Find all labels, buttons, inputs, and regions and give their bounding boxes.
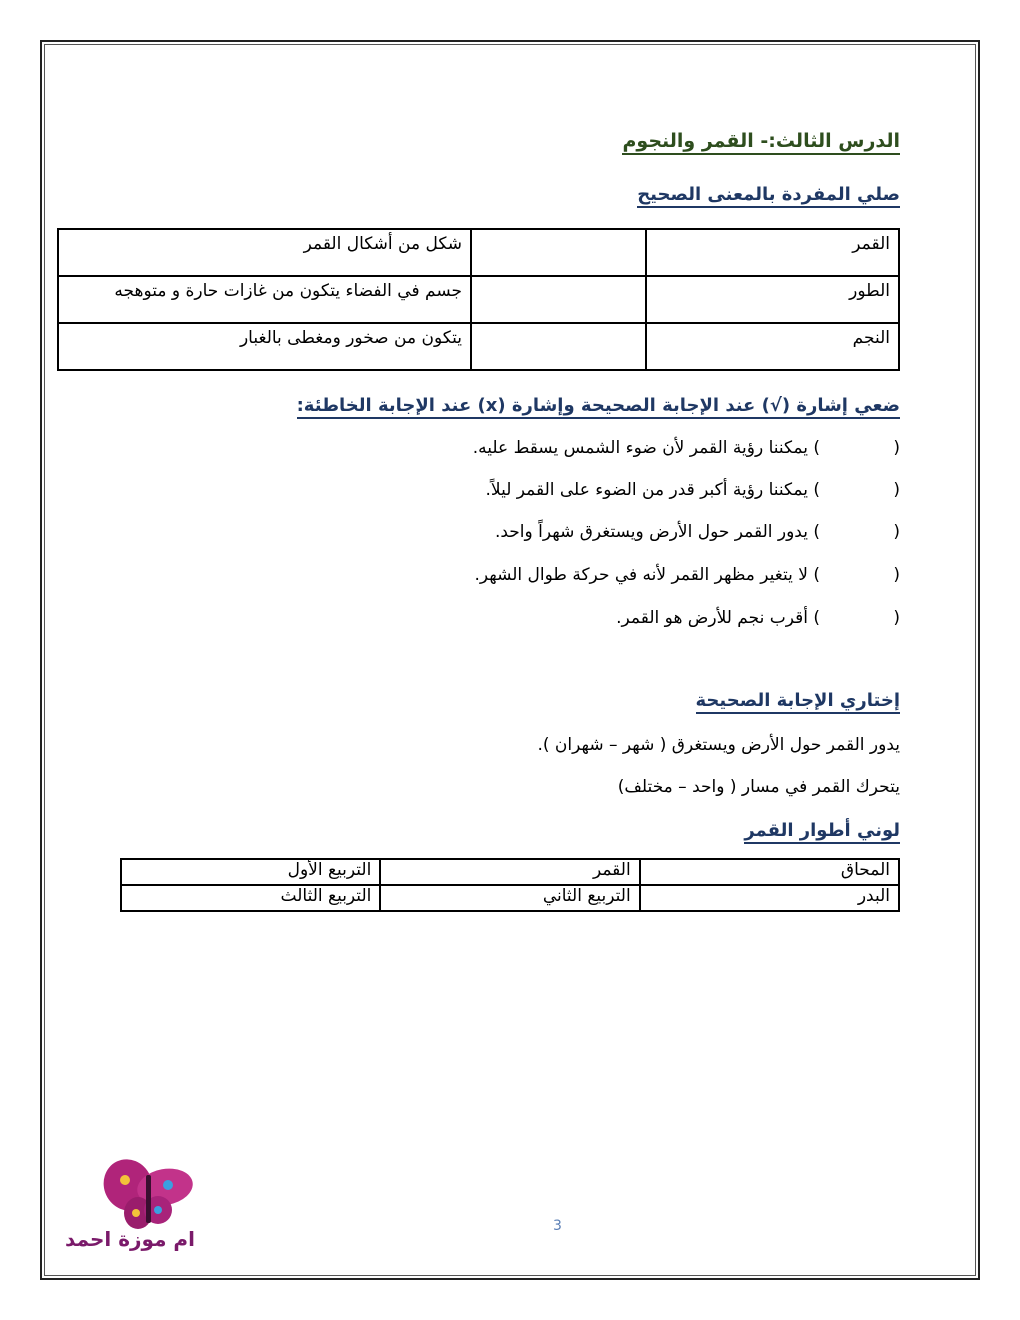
true-false-section-title: ضعي إشارة (√) عند الإجابة الصحيحة وإشارة (x) عند الإجابة الخاطئة: bbox=[297, 395, 900, 419]
choose-section-title: إختاري الإجابة الصحيحة bbox=[696, 690, 901, 714]
page-number: 3 bbox=[553, 1218, 562, 1234]
statement-text: ) لا يتغير مظهر القمر لأنه في حركة طوال الشهر. bbox=[474, 565, 820, 585]
table-row bbox=[58, 229, 899, 276]
phases-section-title: لوني أطوار القمر bbox=[744, 820, 900, 844]
butterfly-icon bbox=[50, 1155, 210, 1235]
answer-paren[interactable]: ( bbox=[893, 438, 900, 458]
definition-cell: شكل من أشكال القمر bbox=[58, 229, 471, 276]
answer-paren[interactable]: ( bbox=[893, 565, 900, 585]
statement-text: ) أقرب نجم للأرض هو القمر. bbox=[616, 608, 820, 628]
answer-paren[interactable]: ( bbox=[893, 608, 900, 628]
term-cell: النجم bbox=[646, 323, 899, 370]
answer-paren[interactable]: ( bbox=[893, 522, 900, 542]
blank-cell[interactable] bbox=[471, 276, 646, 323]
list-item bbox=[120, 438, 900, 464]
answer-paren[interactable]: ( bbox=[893, 480, 900, 500]
term-cell: الطور bbox=[646, 276, 899, 323]
statement-text: ) يدور القمر حول الأرض ويستغرق شهراً واحد. bbox=[494, 522, 820, 542]
definition-cell: جسم في الفضاء يتكون من غازات حارة و متوهجه bbox=[58, 276, 471, 323]
list-item bbox=[120, 608, 900, 634]
list-item bbox=[120, 565, 900, 591]
blank-cell[interactable] bbox=[471, 229, 646, 276]
table-row bbox=[58, 323, 899, 370]
phases-table bbox=[120, 858, 900, 912]
phase-cell: التربيع الثالث bbox=[121, 885, 380, 911]
table-row bbox=[121, 885, 899, 911]
phase-cell: البدر bbox=[640, 885, 899, 911]
table-row bbox=[121, 859, 899, 885]
list-item bbox=[120, 522, 900, 548]
choose-question: يدور القمر حول الأرض ويستغرق ( شهر – شهران ). bbox=[537, 735, 900, 755]
table-row bbox=[58, 276, 899, 323]
blank-cell[interactable] bbox=[471, 323, 646, 370]
phase-cell: التربيع الأول bbox=[121, 859, 380, 885]
phase-cell: القمر bbox=[380, 859, 639, 885]
term-cell: القمر bbox=[646, 229, 899, 276]
butterfly-logo bbox=[50, 1155, 210, 1255]
choose-question: يتحرك القمر في مسار ( واحد – مختلف) bbox=[617, 777, 900, 797]
phase-cell: التربيع الثاني bbox=[380, 885, 639, 911]
phase-cell: المحاق bbox=[640, 859, 899, 885]
statement-text: ) يمكننا رؤية القمر لأن ضوء الشمس يسقط عليه. bbox=[472, 438, 820, 458]
definition-cell: يتكون من صخور ومغطى بالغبار bbox=[58, 323, 471, 370]
logo-text: ام موزة احمد bbox=[65, 1227, 195, 1251]
matching-table bbox=[57, 228, 900, 371]
matching-section-title: صلي المفردة بالمعنى الصحيح bbox=[637, 184, 900, 208]
list-item bbox=[120, 480, 900, 506]
statement-text: ) يمكننا رؤية أكبر قدر من الضوء على القمر ليلاً. bbox=[485, 480, 820, 500]
lesson-title: الدرس الثالث:- القمر والنجوم bbox=[622, 130, 900, 155]
